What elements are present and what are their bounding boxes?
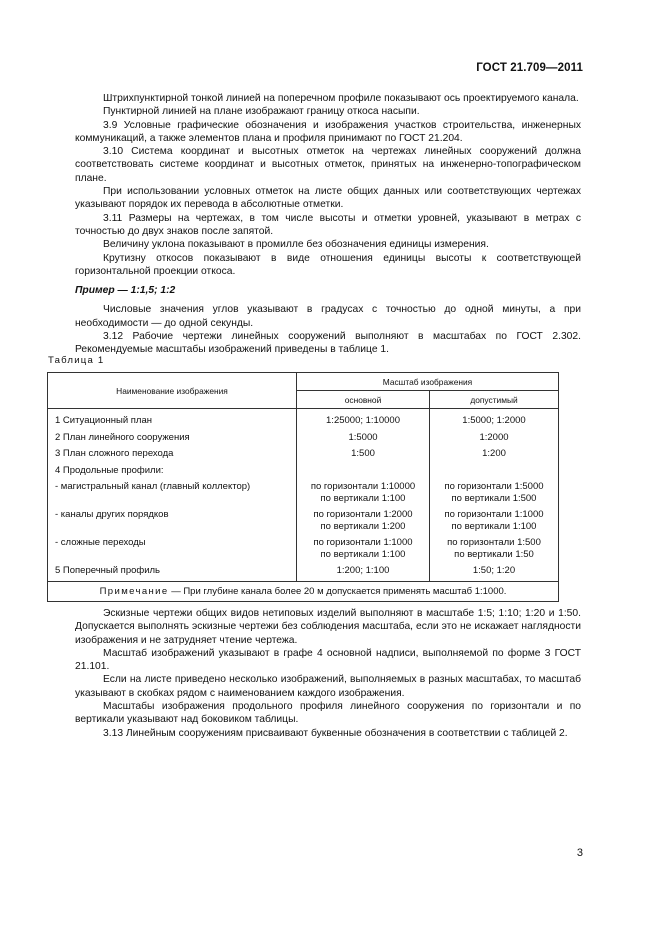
table-row: [48, 562, 559, 581]
paragraph: Числовые значения углов указывают в градусах с точностью до одной минуты, а при необходимости — до одной секунды.: [75, 304, 581, 329]
cell-allowed: [430, 462, 559, 479]
cell-allowed: [430, 409, 559, 429]
paragraph: Пунктирной линией на плане изображают границу откоса насыпи.: [103, 106, 420, 118]
cell-allowed: [430, 562, 559, 581]
cell-line: 1:5000: [348, 431, 378, 443]
cell-main: [297, 429, 430, 446]
cell-line: по вертикали 1:50: [454, 548, 534, 560]
cell-main: [297, 534, 430, 562]
page-number: 3: [576, 847, 583, 859]
cell-line: по горизонтали 1:500: [447, 537, 541, 548]
cell-name: - магистральный канал (главный коллектор): [48, 478, 297, 506]
cell-line: по вертикали 1:200: [320, 520, 406, 532]
cell-line: 1:200; 1:100: [336, 565, 390, 576]
table-row: [48, 506, 559, 534]
paragraph: Если на листе приведено несколько изображений, выполняемых в разных масштабах, то масштаб указывают в скобках рядом с наименованием каждого изображения.: [75, 674, 581, 699]
column-header-name: Наименование изображения: [48, 373, 297, 409]
paragraph: 3.11 Размеры на чертежах, в том числе высоты и отметки уровней, указывают в метрах с точностью до двух знаков после запятой.: [75, 212, 581, 237]
cell-line: по горизонтали 1:5000: [444, 481, 544, 492]
cell-line: по горизонтали 1:1000: [444, 509, 544, 520]
column-header-main: основной: [297, 391, 430, 409]
cell-line: 1:200: [482, 448, 506, 459]
cell-main: [297, 462, 430, 479]
cell-line: по вертикали 1:500: [451, 492, 537, 504]
cell-line: 1:500: [351, 448, 375, 459]
cell-name: - сложные переходы: [48, 534, 297, 562]
cell-allowed: [430, 429, 559, 446]
cell-name: 4 Продольные профили:: [48, 462, 297, 479]
cell-main: [297, 562, 430, 581]
cell-line: по вертикали 1:100: [451, 520, 537, 532]
column-header-scale: Масштаб изображения: [297, 373, 559, 391]
cell-allowed: [430, 445, 559, 462]
paragraph: При использовании условных отметок на листе общих данных или соответствующих чертежах указывают порядок их перевода в абсолютные отметки.: [75, 186, 581, 211]
cell-line: по вертикали 1:100: [320, 548, 406, 560]
cell-main: [297, 445, 430, 462]
scale-table: [47, 372, 559, 602]
table-row: [48, 445, 559, 462]
cell-line: 1:2000: [479, 431, 509, 443]
cell-line: по горизонтали 1:1000: [313, 537, 413, 548]
cell-main: [297, 409, 430, 429]
cell-name: 1 Ситуационный план: [48, 409, 297, 429]
cell-name: 5 Поперечный профиль: [48, 562, 297, 581]
cell-line: 1:5000; 1:2000: [462, 415, 526, 426]
example-line: Пример — 1:1,5; 1:2: [75, 285, 176, 297]
table-caption: Таблица 1: [48, 355, 105, 366]
table-row: [48, 409, 559, 429]
table-row: [48, 534, 559, 562]
cell-main: [297, 506, 430, 534]
paragraph: 3.10 Система координат и высотных отметок на чертежах линейных сооружений должна соответствовать системе координат и высотных отметок, принятых на инженерно-топографическом плане.: [75, 146, 581, 184]
column-header-allowed: допустимый: [430, 391, 559, 409]
cell-name: 2 План линейного сооружения: [48, 429, 297, 446]
cell-line: по вертикали 1:100: [320, 492, 406, 504]
paragraph: 3.12 Рабочие чертежи линейных сооружений выполняют в масштабах по ГОСТ 2.302. Рекомендуемые масштабы изображений приведены в таблице 1.: [75, 331, 581, 356]
paragraph: Масштабы изображения продольного профиля линейного сооружения по горизонтали и по вертикали указывают над боковиком таблицы.: [75, 701, 581, 726]
text-block-top: [75, 92, 581, 357]
table-note: [48, 581, 559, 601]
cell-allowed: [430, 534, 559, 562]
paragraph: Масштаб изображений указывают в графе 4 основной надписи, выполняемой по форме 3 ГОСТ 21.101.: [75, 647, 581, 673]
cell-allowed: [430, 478, 559, 506]
cell-line: по горизонтали 1:2000: [313, 509, 413, 520]
cell-line: 1:50; 1:20: [472, 565, 516, 576]
paragraph: Штрихпунктирной тонкой линией на поперечном профиле показывают ось проектируемого канала.: [103, 93, 579, 104]
note-text: — При глубине канала более 20 м допускается применять масштаб 1:1000.: [168, 585, 507, 597]
cell-main: [297, 478, 430, 506]
paragraph: Эскизные чертежи общих видов нетиповых изделий выполняют в масштабе 1:5; 1:10; 1:20 и 1:50. Допускается выполнять эскизные чертежи без соблюдения масштаба, если это не искажает наглядности изображения и не затрудняет чтение чертежа.: [75, 608, 581, 646]
table-row: [48, 429, 559, 446]
text-block-bottom: [75, 607, 581, 740]
paragraph: 3.13 Линейным сооружениям присваивают буквенные обозначения в соответствии с таблицей 2.: [103, 727, 568, 739]
document-header: ГОСТ 21.709—2011: [476, 62, 583, 74]
note-label: Примечание: [99, 585, 169, 597]
table-body: [48, 409, 559, 582]
paragraph: 3.9 Условные графические обозначения и изображения участков строительства, инженерных коммуникаций, а также элементов плана и профиля принимают по ГОСТ 21.204.: [75, 119, 581, 144]
paragraph: Величину уклона показывают в промилле без обозначения единицы измерения.: [103, 239, 489, 251]
cell-line: 1:25000; 1:10000: [326, 415, 400, 426]
cell-name: - каналы других порядков: [48, 506, 297, 534]
paragraph: Крутизну откосов показывают в виде отношения единицы высоты к соответствующей горизонтальной проекции откоса.: [75, 252, 581, 277]
table-row: [48, 478, 559, 506]
cell-name: 3 План сложного перехода: [48, 445, 297, 462]
table-row: [48, 462, 559, 479]
cell-line: по горизонтали 1:10000: [310, 481, 416, 492]
cell-allowed: [430, 506, 559, 534]
